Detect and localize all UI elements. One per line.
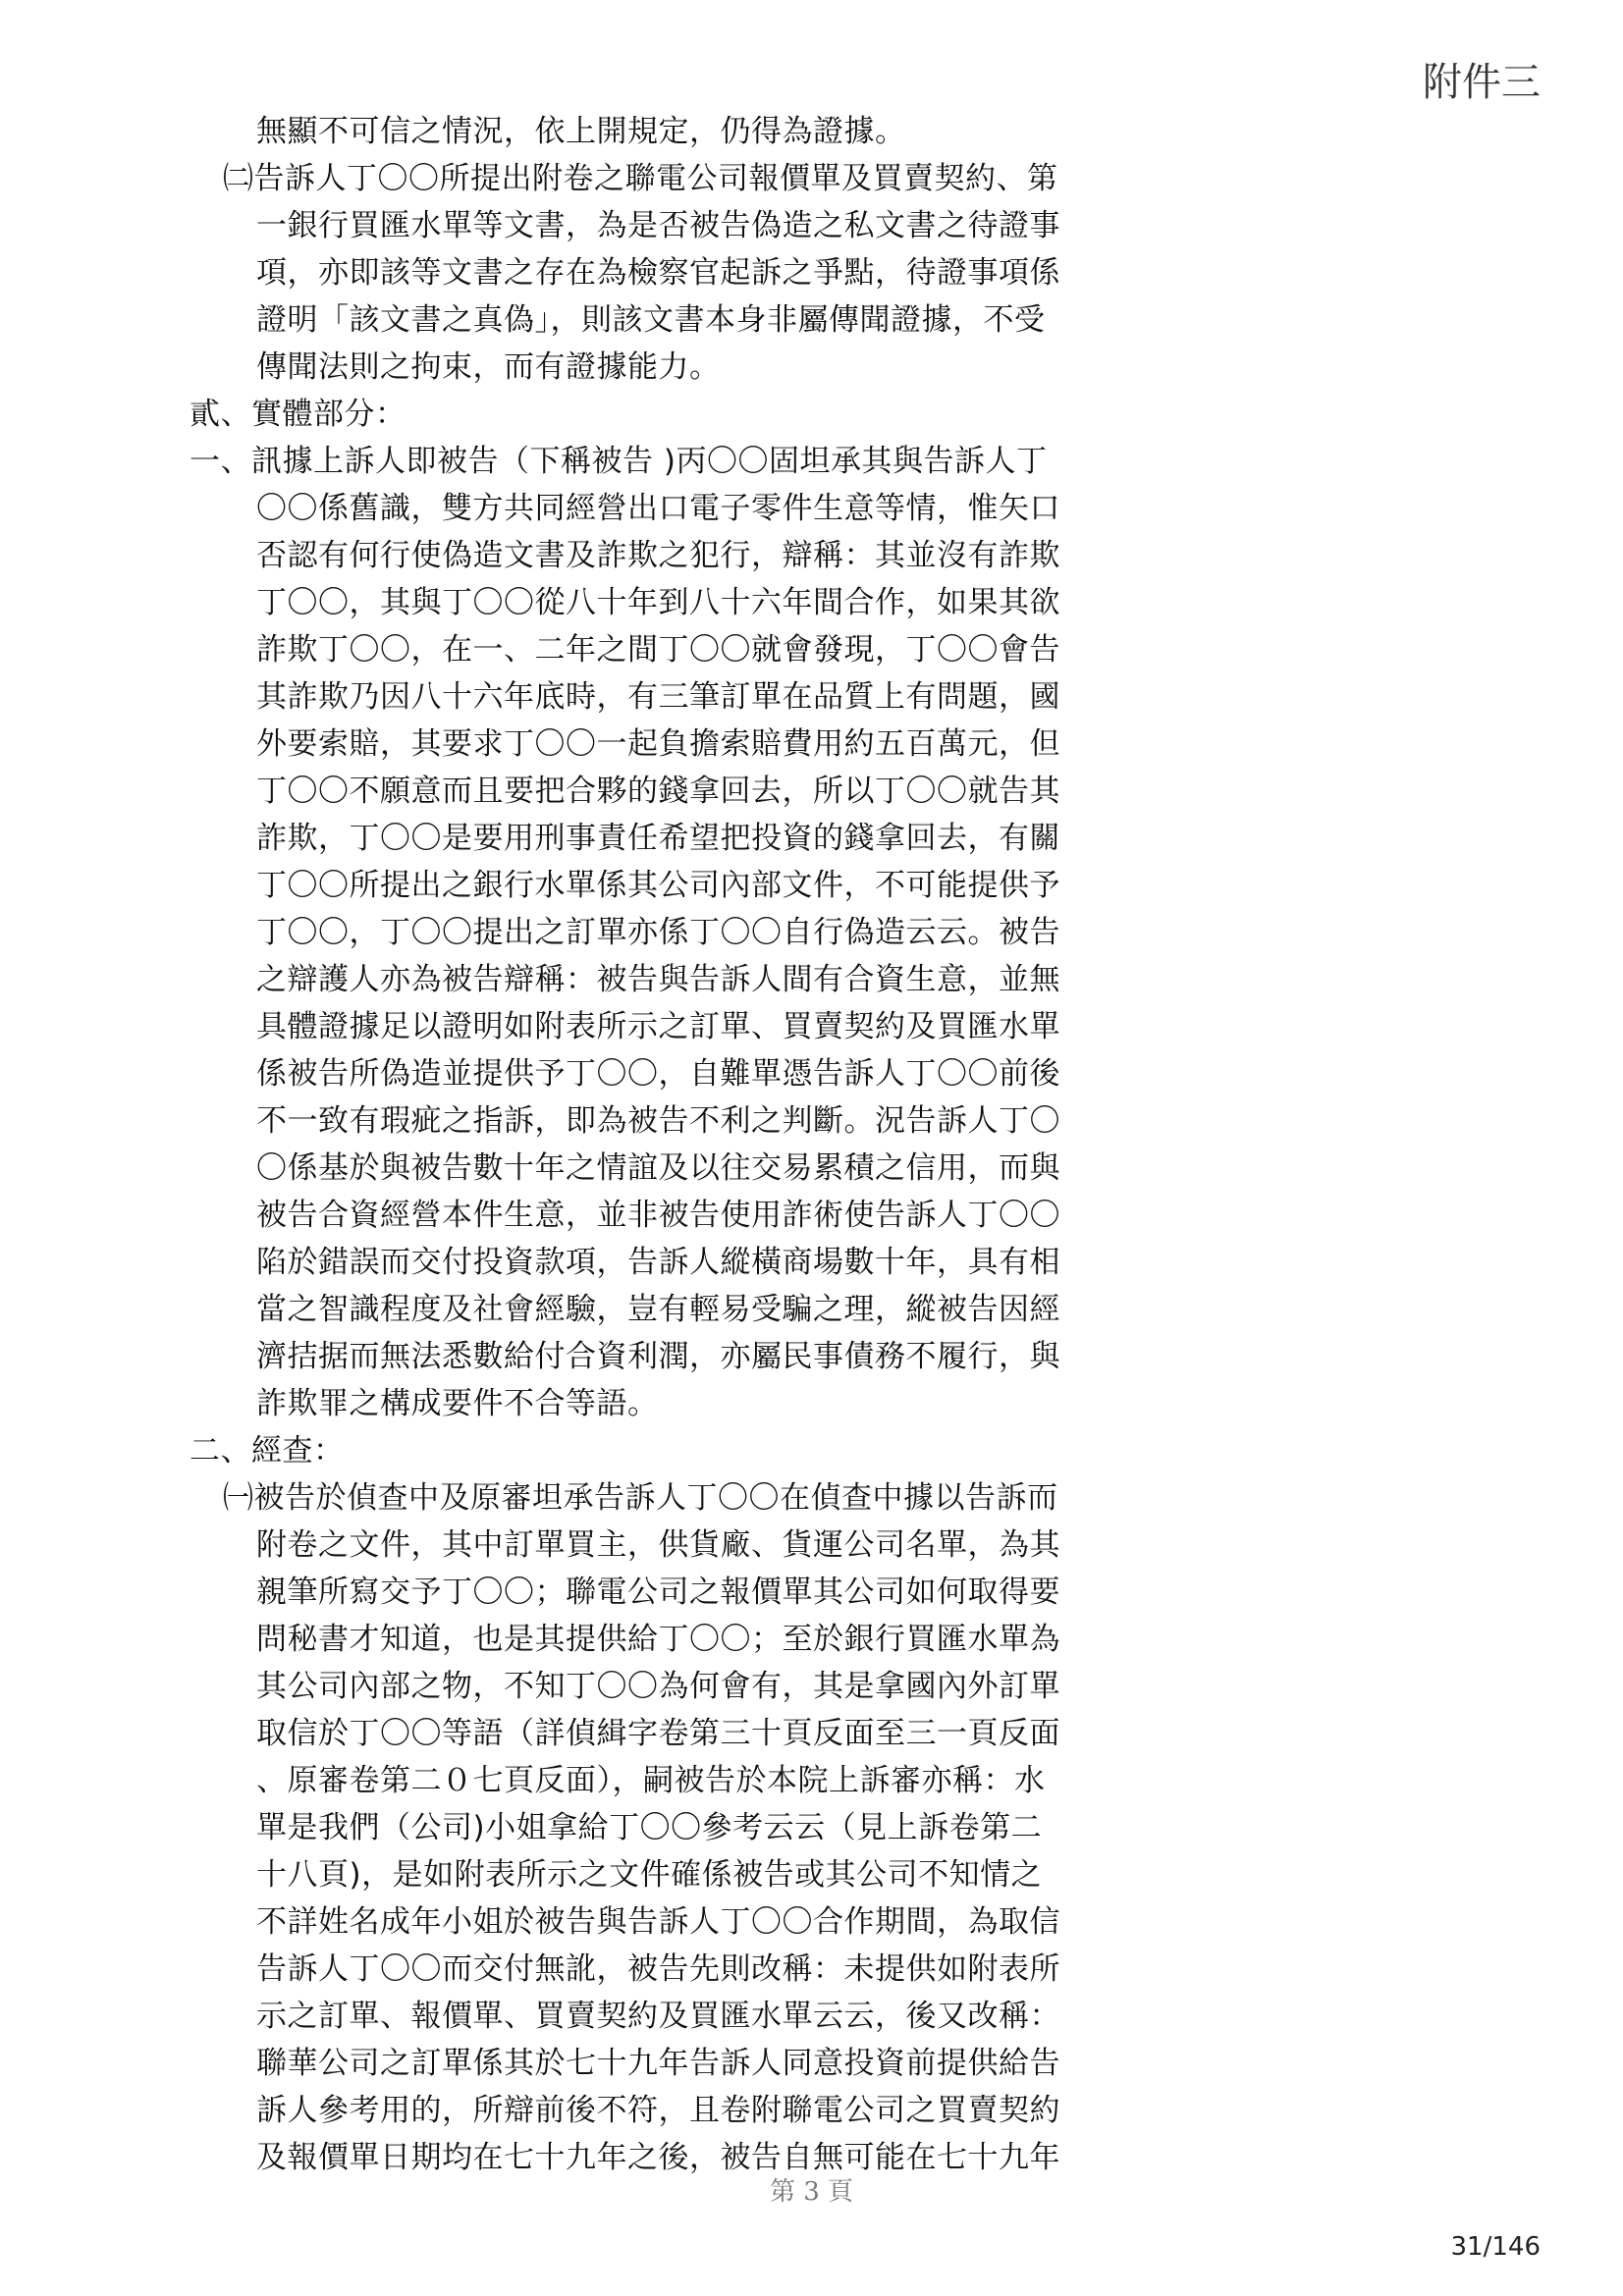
text-line: 當之智識程度及社會經驗，豈有輕易受騙之理，縱被告因經 [256,1292,1060,1327]
text-line: 項，亦即該等文書之存在為檢察官起訴之爭點，待證事項係 [256,255,1060,291]
text-line: 濟拮据而無法悉數給付合資利潤，亦屬民事債務不履行，與 [256,1339,1060,1374]
text-line: 一、訊據上訴人即被告（下稱被告 )丙〇〇固坦承其與告訴人丁 [189,444,1048,479]
text-line: 聯華公司之訂單係其於七十九年告訴人同意投資前提供給告 [256,2046,1060,2081]
text-line: 外要索賠，其要求丁〇〇一起負擔索賠費用約五百萬元，但 [256,726,1060,762]
text-line: 示之訂單、報價單、買賣契約及買匯水單云云，後又改稱： [256,1999,1060,2034]
text-line: ㈡告訴人丁〇〇所提出附卷之聯電公司報價單及買賣契約、第 [223,161,1058,196]
text-line: 具體證據足以證明如附表所示之訂單、買賣契約及買匯水單 [256,1009,1060,1044]
annex-label: 附件三 [1423,60,1541,105]
text-line: 詐欺丁〇〇，在一、二年之間丁〇〇就會發現，丁〇〇會告 [256,632,1060,667]
page-count: 31/146 [1450,2232,1541,2262]
text-line: 證明「該文書之真偽」，則該文書本身非屬傳聞證據，不受 [256,302,1046,338]
text-line: 〇係基於與被告數十年之情誼及以往交易累積之信用，而與 [256,1150,1060,1186]
text-line: 丁〇〇，丁〇〇提出之訂單亦係丁〇〇自行偽造云云。被告 [256,915,1060,950]
text-line: 單是我們（公司)小姐拿給丁〇〇參考云云（見上訴卷第二 [256,1810,1043,1845]
text-line: 丁〇〇，其與丁〇〇從八十年到八十六年間合作，如果其欲 [256,585,1060,620]
text-line: 否認有何行使偽造文書及詐欺之犯行，辯稱：其並沒有詐欺 [256,538,1060,573]
text-line: 問秘書才知道，也是其提供給丁〇〇；至於銀行買匯水單為 [256,1622,1060,1657]
text-line: 一銀行買匯水單等文書，為是否被告偽造之私文書之待證事 [256,208,1060,243]
text-line: 、原審卷第二０七頁反面），嗣被告於本院上訴審亦稱：水 [256,1763,1046,1798]
text-line: 貳、實體部分： [189,397,406,432]
text-line: 丁〇〇不願意而且要把合夥的錢拿回去，所以丁〇〇就告其 [256,774,1060,809]
text-line: 及報價單日期均在七十九年之後，被告自無可能在七十九年 [256,2140,1060,2175]
text-line: 告訴人丁〇〇而交付無訛，被告先則改稱：未提供如附表所 [256,1951,1060,1987]
text-line: 其詐欺乃因八十六年底時，有三筆訂單在品質上有問題，國 [256,679,1060,715]
text-line: 係被告所偽造並提供予丁〇〇，自難單憑告訴人丁〇〇前後 [256,1056,1060,1092]
text-line: 無顯不可信之情況，依上開規定，仍得為證據。 [256,114,906,149]
text-line: 取信於丁〇〇等語（詳偵緝字卷第三十頁反面至三一頁反面 [256,1716,1060,1751]
document-body [189,108,1122,2181]
text-line: 〇〇係舊識，雙方共同經營出口電子零件生意等情，惟矢口 [256,491,1060,526]
text-line: 詐欺，丁〇〇是要用刑事責任希望把投資的錢拿回去，有關 [256,821,1060,856]
page-number: 第 3 頁 [769,2177,854,2207]
text-line: 二、經查： [189,1433,345,1468]
text-line: 其公司內部之物，不知丁〇〇為何會有，其是拿國內外訂單 [256,1669,1060,1704]
text-line: 不一致有瑕疵之指訴，即為被告不利之判斷。況告訴人丁〇 [256,1103,1060,1139]
text-line: 附卷之文件，其中訂單買主，供貨廠、貨運公司名單，為其 [256,1527,1060,1563]
text-line: 被告合資經營本件生意，並非被告使用詐術使告訴人丁〇〇 [256,1198,1060,1233]
text-line: 十八頁)，是如附表所示之文件確係被告或其公司不知情之 [256,1857,1043,1893]
text-line: 不詳姓名成年小姐於被告與告訴人丁〇〇合作期間，為取信 [256,1904,1060,1940]
text-line: 陷於錯誤而交付投資款項，告訴人縱橫商場數十年，具有相 [256,1245,1060,1280]
text-line: 丁〇〇所提出之銀行水單係其公司內部文件，不可能提供予 [256,868,1060,903]
text-line: 訴人參考用的，所辯前後不符，且卷附聯電公司之買賣契約 [256,2093,1060,2128]
text-line: 傳聞法則之拘束，而有證據能力。 [256,349,721,385]
text-line: 詐欺罪之構成要件不合等語。 [256,1386,659,1421]
text-line: 親筆所寫交予丁〇〇；聯電公司之報價單其公司如何取得要 [256,1575,1060,1610]
text-line: ㈠被告於偵查中及原審坦承告訴人丁〇〇在偵查中據以告訴而 [223,1480,1058,1516]
text-line: 之辯護人亦為被告辯稱：被告與告訴人間有合資生意，並無 [256,962,1060,997]
